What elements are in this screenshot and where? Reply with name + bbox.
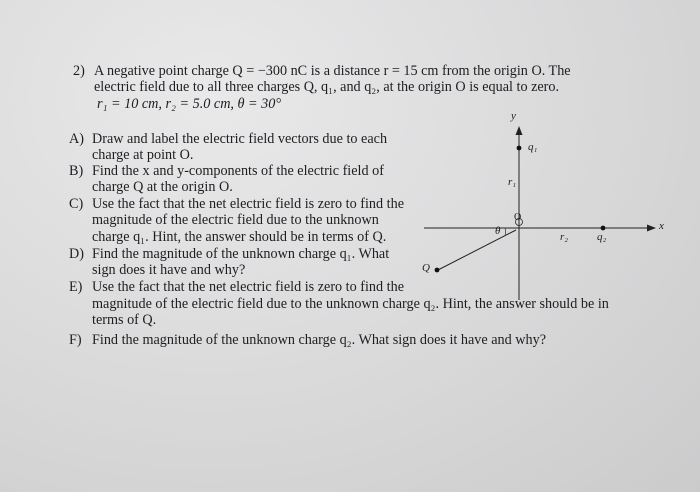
part-a-line-1: Draw and label the electric field vectors due to each bbox=[92, 131, 388, 147]
problem-number: 2) bbox=[73, 63, 85, 79]
part-f-line-1: Find the magnitude of the unknown charge q₂. What sign does it have and why? bbox=[92, 332, 546, 348]
origin-label: O bbox=[514, 212, 522, 223]
part-e-line-2: magnitude of the electric field due to the unknown charge q₂. Hint, the answer should be in bbox=[92, 296, 609, 312]
q2-charge-dot bbox=[601, 226, 606, 231]
problem-line-2: electric field due to all three charges Q, q₁, and q₂, at the origin O is equal to zero. bbox=[94, 79, 560, 95]
y-axis-arrowhead bbox=[516, 126, 523, 135]
problem-line-1: A negative point charge Q = −300 nC is a distance r = 15 cm from the origin O. The bbox=[94, 63, 571, 79]
problem-line-3: r₁ = 10 cm, r₂ = 5.0 cm, θ = 30° bbox=[97, 96, 282, 112]
part-a-line-2: charge at point O. bbox=[92, 147, 194, 163]
part-a-letter: A) bbox=[69, 131, 84, 147]
part-b-line-1: Find the x and y-components of the electric field of bbox=[92, 163, 384, 179]
part-d-letter: D) bbox=[69, 246, 84, 262]
part-e-letter: E) bbox=[69, 279, 83, 295]
part-c-line-2: magnitude of the electric field due to the unknown bbox=[92, 212, 379, 228]
part-e-line-1: Use the fact that the net electric field is zero to find the bbox=[92, 279, 404, 295]
part-b-letter: B) bbox=[69, 163, 84, 179]
r1-label: r₁ bbox=[508, 176, 517, 188]
x-axis-arrowhead bbox=[647, 225, 656, 232]
r-line bbox=[436, 230, 516, 271]
q2-label: q₂ bbox=[597, 231, 607, 243]
part-c-letter: C) bbox=[69, 196, 84, 212]
theta-label: θ bbox=[495, 225, 501, 237]
q1-charge-dot bbox=[517, 146, 522, 151]
part-d-line-1: Find the magnitude of the unknown charge q₁. What bbox=[92, 246, 390, 262]
theta-arc bbox=[505, 228, 506, 236]
y-axis-label: y bbox=[511, 110, 516, 122]
part-e-line-3: terms of Q. bbox=[92, 312, 157, 328]
r2-label: r₂ bbox=[560, 231, 569, 243]
part-c-line-1: Use the fact that the net electric field is zero to find the bbox=[92, 196, 404, 212]
Q-label: Q bbox=[422, 262, 430, 274]
part-b-line-2: charge Q at the origin O. bbox=[92, 179, 233, 195]
part-c-line-3: charge q₁. Hint, the answer should be in terms of Q. bbox=[92, 229, 387, 245]
part-f-letter: F) bbox=[69, 332, 82, 348]
x-axis-label: x bbox=[659, 220, 664, 232]
q1-label: q₁ bbox=[528, 141, 538, 153]
part-d-line-2: sign does it have and why? bbox=[92, 262, 246, 278]
Q-charge-dot bbox=[435, 268, 440, 273]
